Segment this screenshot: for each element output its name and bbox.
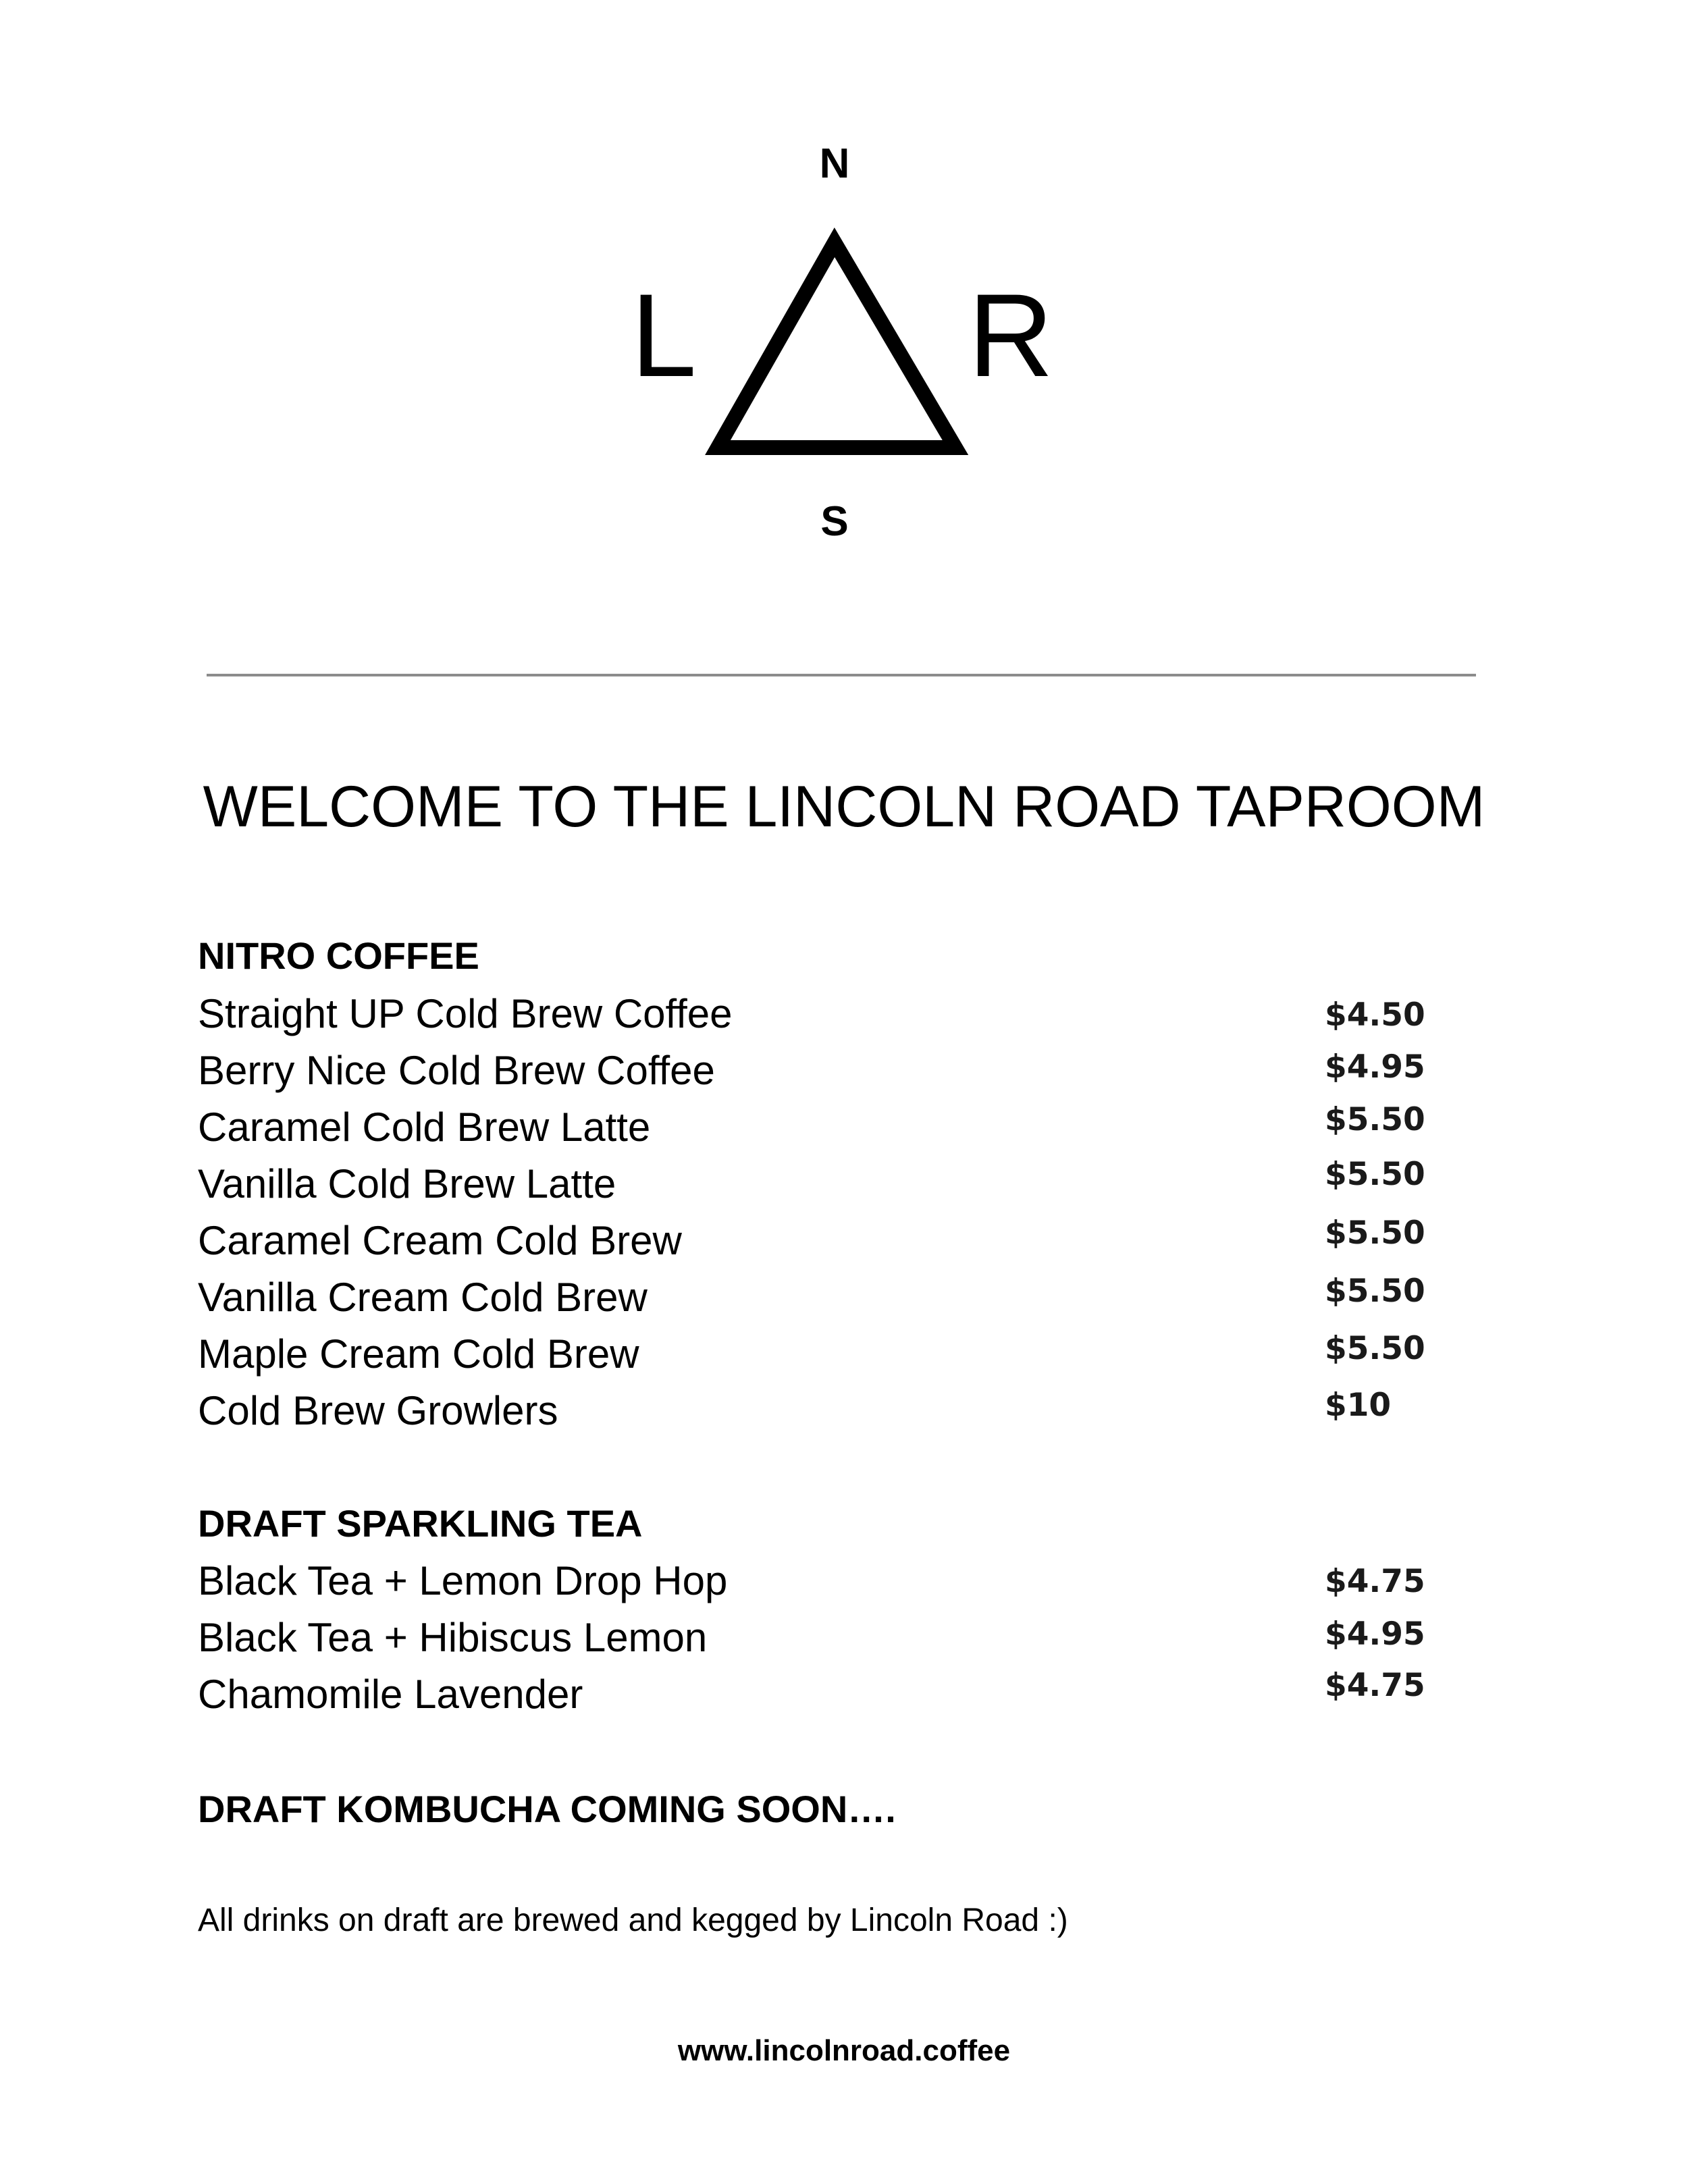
menu-item-name: Chamomile Lavender	[198, 1672, 583, 1717]
menu-item-name: Vanilla Cream Cold Brew	[198, 1275, 648, 1320]
menu-item-price: $5.50	[1325, 1156, 1425, 1193]
menu-item-name: Caramel Cold Brew Latte	[198, 1104, 651, 1150]
section-heading-nitro-coffee: NITRO COFFEE	[198, 934, 479, 977]
menu-item-price: $4.75	[1325, 1667, 1425, 1704]
menu-item-name: Cold Brew Growlers	[198, 1388, 558, 1433]
menu-item-price: $5.50	[1325, 1215, 1425, 1252]
menu-item-price: $10	[1325, 1387, 1392, 1424]
logo-letter-right: R	[968, 270, 1054, 402]
section-heading-draft-sparkling-tea: DRAFT SPARKLING TEA	[198, 1502, 643, 1545]
menu-item-name: Black Tea + Hibiscus Lemon	[198, 1615, 708, 1660]
menu-item-price: $4.95	[1325, 1048, 1425, 1086]
menu-item-name: Vanilla Cold Brew Latte	[198, 1161, 616, 1206]
menu-item-price: $4.50	[1325, 996, 1425, 1034]
footnote: All drinks on draft are brewed and kegged by Lincoln Road :)	[198, 1902, 1068, 1938]
logo-letter-south: S	[820, 498, 849, 545]
menu-item-name: Straight UP Cold Brew Coffee	[198, 991, 733, 1036]
menu-item-name: Caramel Cream Cold Brew	[198, 1218, 682, 1263]
menu-item-name: Black Tea + Lemon Drop Hop	[198, 1558, 728, 1603]
menu-item-price: $5.50	[1325, 1330, 1425, 1367]
menu-item-name: Maple Cream Cold Brew	[198, 1331, 639, 1377]
section-heading-draft-kombucha: DRAFT KOMBUCHA COMING SOON….	[198, 1788, 896, 1830]
header-divider	[207, 674, 1476, 676]
page-title: WELCOME TO THE LINCOLN ROAD TAPROOM	[203, 774, 1485, 839]
menu-item-price: $4.95	[1325, 1616, 1425, 1653]
website-url: www.lincolnroad.coffee	[677, 2034, 1011, 2067]
menu-item-price: $5.50	[1325, 1273, 1425, 1310]
menu-item-name: Berry Nice Cold Brew Coffee	[198, 1048, 715, 1093]
menu-item-price: $5.50	[1325, 1101, 1425, 1138]
logo-letter-left: L	[631, 270, 697, 402]
menu-item-price: $4.75	[1325, 1563, 1425, 1600]
lincoln-road-logo	[0, 0, 1688, 608]
logo-letter-north: N	[819, 140, 850, 187]
logo-triangle-icon	[718, 242, 955, 448]
